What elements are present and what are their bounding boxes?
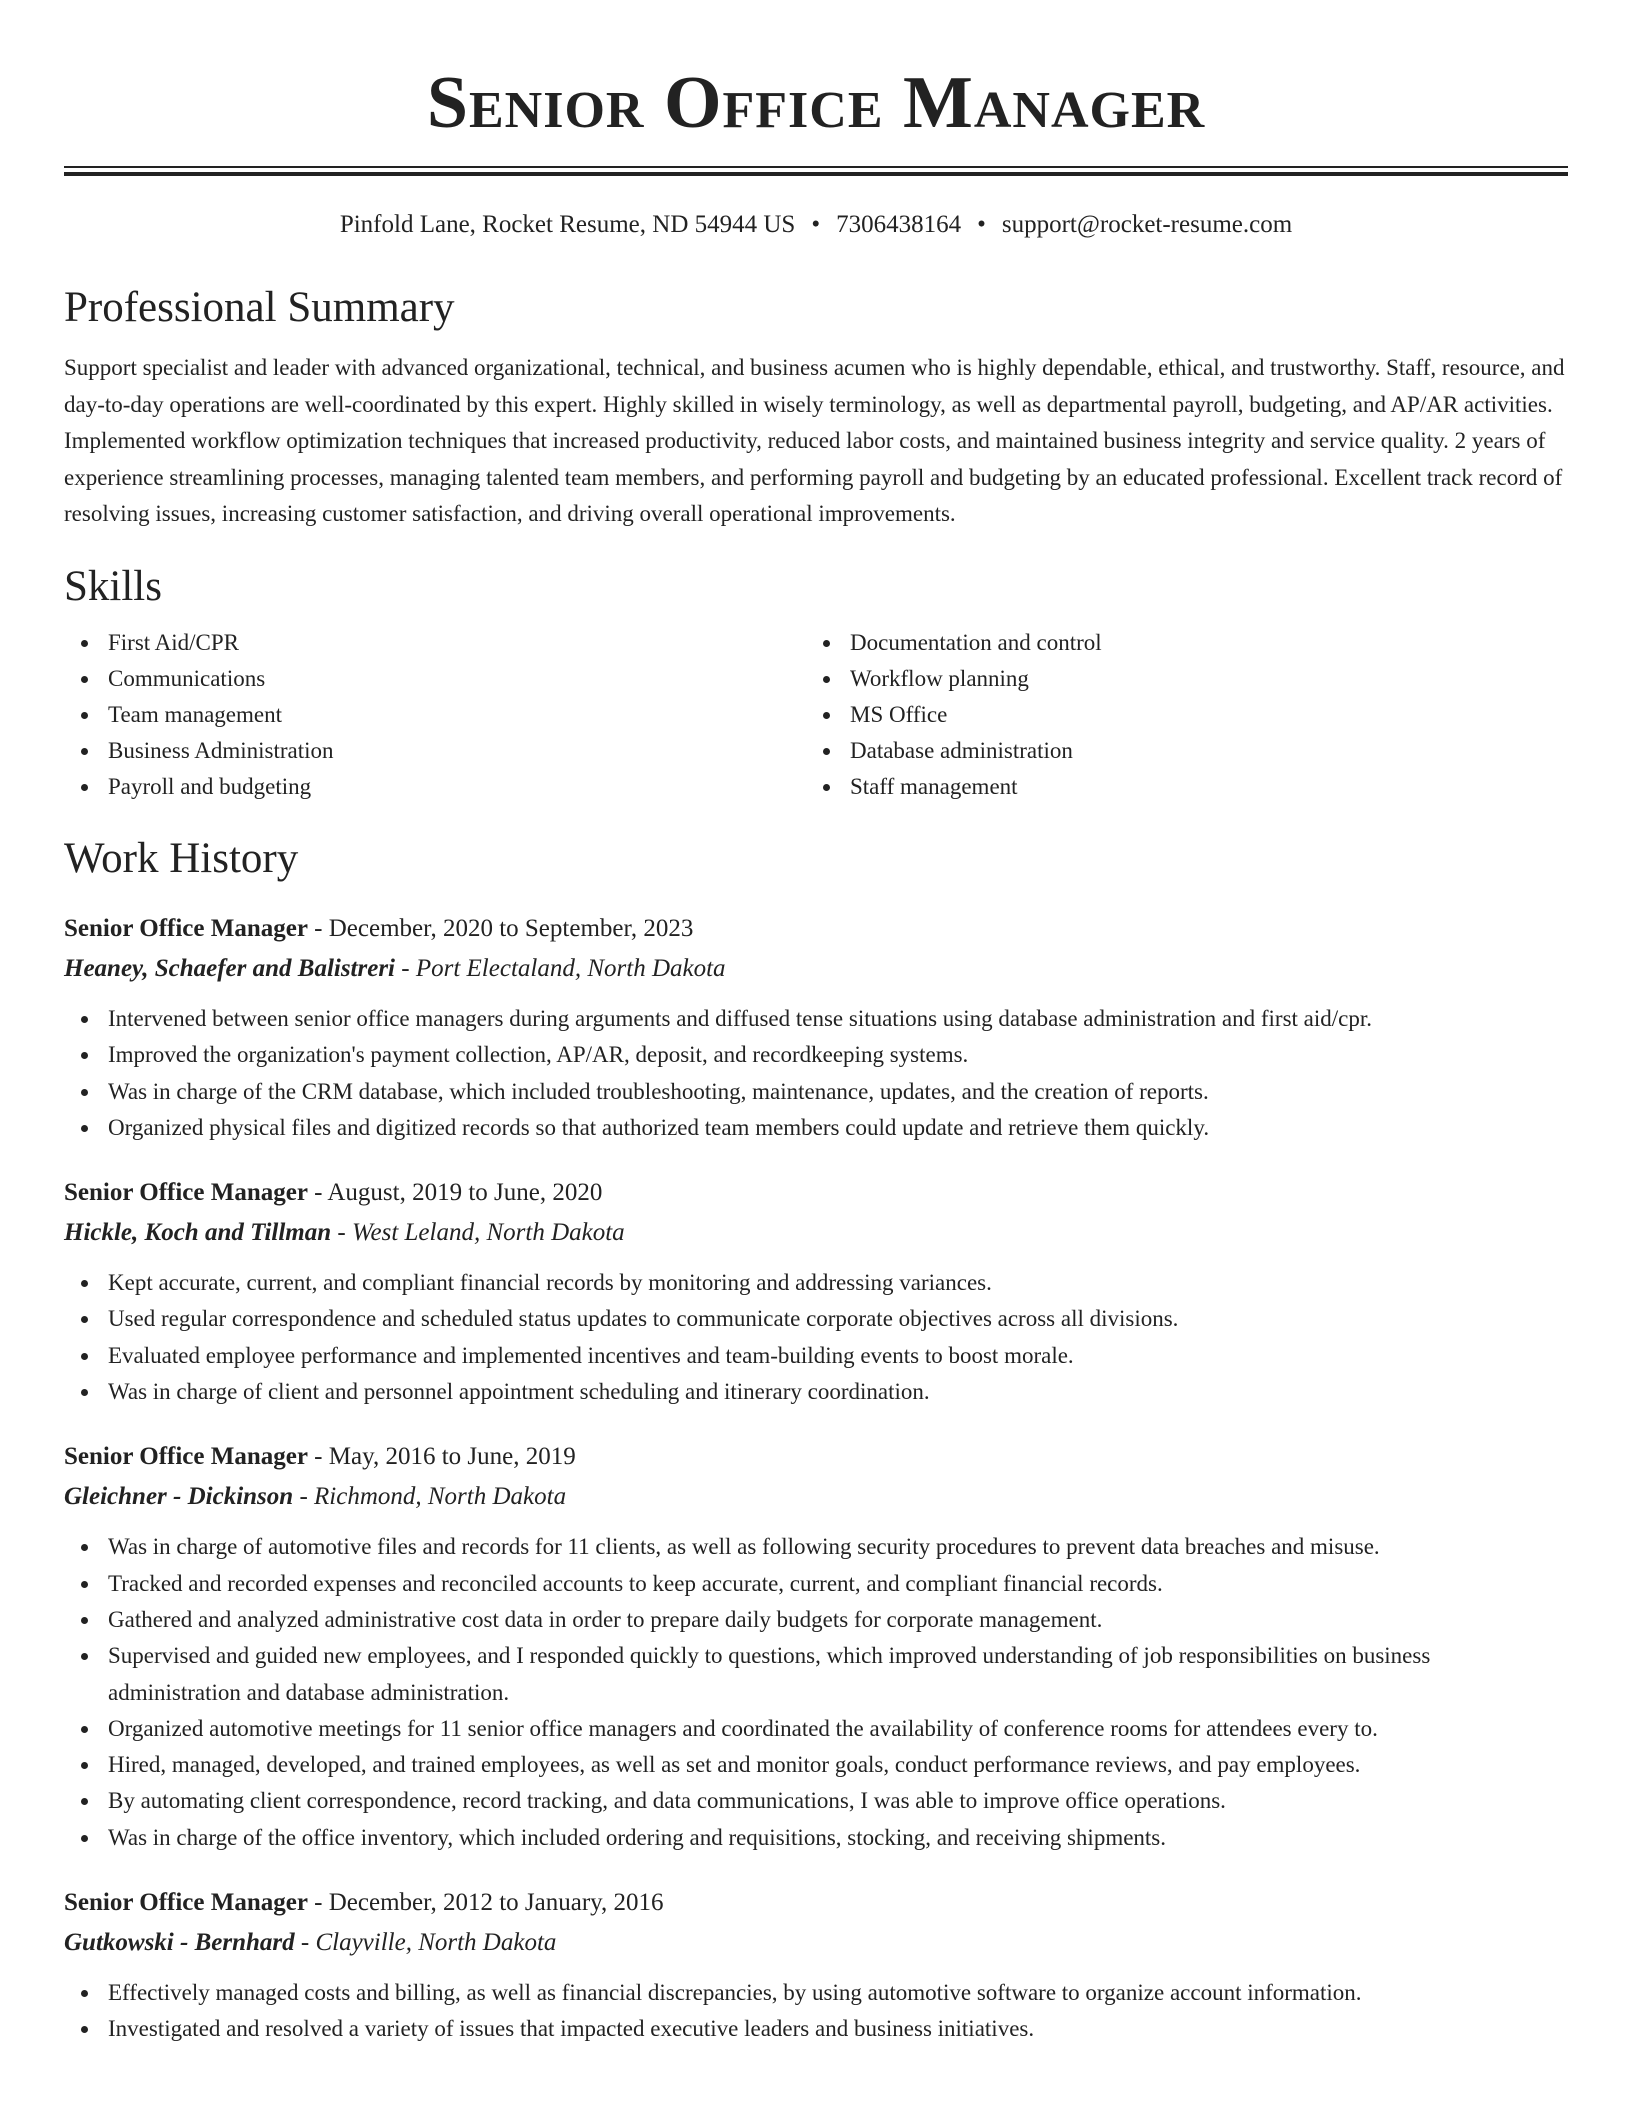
- contact-line: [64, 210, 1568, 240]
- job-company-line: [64, 1213, 1568, 1253]
- job-bullet: Supervised and guided new employees, and I responded quickly to questions, which improved understanding of job responsibilities on business administration and database administration.: [64, 1638, 1568, 1711]
- skills-heading: Skills: [64, 562, 162, 610]
- job-bullets: [64, 1529, 1568, 1856]
- job-company: Heaney, Schaefer and Balistreri: [64, 954, 396, 982]
- job-role: Senior Office Manager: [64, 1443, 308, 1471]
- job-bullet: Was in charge of automotive files and records for 11 clients, as well as following security procedures to prevent data breaches and misuse.: [64, 1529, 1568, 1565]
- summary-heading: Professional Summary: [64, 284, 455, 331]
- job-bullet: Improved the organization's payment collection, AP/AR, deposit, and recordkeeping systems.: [64, 1037, 1568, 1073]
- skill-item: Database administration: [806, 733, 1548, 769]
- job-entry: [64, 1173, 1568, 1410]
- job-dates: December, 2020 to September, 2023: [328, 914, 694, 942]
- contact-email: support@rocket-resume.com: [1001, 211, 1293, 238]
- job-bullet: Gathered and analyzed administrative cost data in order to prepare daily budgets for corporate management.: [64, 1602, 1568, 1638]
- job-bullet: Organized automotive meetings for 11 senior office managers and coordinated the availability of conference rooms for attendees every to.: [64, 1711, 1568, 1747]
- job-dash: -: [299, 1483, 308, 1511]
- job-location: Richmond, North Dakota: [314, 1483, 567, 1511]
- job-role: Senior Office Manager: [64, 1179, 308, 1207]
- skills-column-right: [806, 625, 1548, 805]
- job-bullet: Organized physical files and digitized records so that authorized team members could update and retrieve them quickly.: [64, 1110, 1568, 1146]
- job-entry: [64, 909, 1568, 1146]
- job-title-line: [64, 1883, 1568, 1923]
- job-bullet: Investigated and resolved a variety of issues that impacted executive leaders and business initiatives.: [64, 2011, 1568, 2047]
- job-entry: [64, 1883, 1568, 2048]
- job-title-line: [64, 1437, 1568, 1477]
- job-dash: -: [314, 1179, 323, 1207]
- skill-item: Business Administration: [64, 733, 806, 769]
- job-bullet: Kept accurate, current, and compliant financial records by monitoring and addressing variances.: [64, 1265, 1568, 1301]
- skills-column-left: [64, 625, 806, 805]
- job-location: Clayville, North Dakota: [315, 1929, 557, 1957]
- job-bullet: Used regular correspondence and scheduled status updates to communicate corporate objectives across all divisions.: [64, 1301, 1568, 1337]
- job-bullet: By automating client correspondence, record tracking, and data communications, I was able to improve office operations.: [64, 1783, 1568, 1819]
- job-dash: -: [401, 954, 410, 982]
- job-dash: -: [314, 1443, 323, 1471]
- job-bullet: Tracked and recorded expenses and reconciled accounts to keep accurate, current, and compliant financial records.: [64, 1566, 1568, 1602]
- job-dates: August, 2019 to June, 2020: [327, 1179, 603, 1207]
- job-title-line: [64, 1173, 1568, 1213]
- skills-list: [64, 625, 1568, 805]
- job-bullet: Intervened between senior office managers during arguments and diffused tense situations using database administration and first aid/cpr.: [64, 1001, 1568, 1037]
- job-dates: December, 2012 to January, 2016: [328, 1889, 664, 1917]
- job-company: Gutkowski - Bernhard: [64, 1929, 295, 1957]
- job-bullets: [64, 1975, 1568, 2048]
- job-location: Port Electaland, North Dakota: [415, 954, 726, 982]
- job-bullet: Was in charge of the CRM database, which included troubleshooting, maintenance, updates, and the creation of reports.: [64, 1074, 1568, 1110]
- job-title-line: [64, 909, 1568, 949]
- job-dash: -: [337, 1219, 346, 1247]
- job-role: Senior Office Manager: [64, 914, 308, 942]
- job-bullets: [64, 1001, 1568, 1146]
- job-bullet: Was in charge of client and personnel appointment scheduling and itinerary coordination.: [64, 1374, 1568, 1410]
- skill-item: MS Office: [806, 697, 1548, 733]
- job-company-line: [64, 949, 1568, 989]
- job-company-line: [64, 1923, 1568, 1963]
- job-company: Hickle, Koch and Tillman: [64, 1219, 332, 1247]
- skill-item: Team management: [64, 697, 806, 733]
- work-history-heading: Work History: [64, 834, 299, 882]
- skill-item: Documentation and control: [806, 625, 1548, 661]
- contact-address: Pinfold Lane, Rocket Resume, ND 54944 US: [339, 211, 796, 238]
- job-bullet: Hired, managed, developed, and trained employees, as well as set and monitor goals, conduct performance reviews, and pay employees.: [64, 1747, 1568, 1783]
- job-dates: May, 2016 to June, 2019: [328, 1443, 576, 1471]
- job-entry: [64, 1437, 1568, 1856]
- skill-item: Payroll and budgeting: [64, 769, 806, 805]
- job-role: Senior Office Manager: [64, 1889, 308, 1917]
- contact-separator: •: [977, 211, 986, 238]
- job-bullet: Was in charge of the office inventory, which included ordering and requisitions, stocking, and receiving shipments.: [64, 1820, 1568, 1856]
- contact-separator: •: [811, 211, 821, 238]
- job-company: Gleichner - Dickinson: [64, 1483, 294, 1511]
- job-dash: -: [314, 1889, 323, 1917]
- job-bullet: Effectively managed costs and billing, as well as financial discrepancies, by using automotive software to organize account information.: [64, 1975, 1568, 2011]
- skill-item: Staff management: [806, 769, 1548, 805]
- skill-item: Communications: [64, 661, 806, 697]
- job-bullet: Evaluated employee performance and implemented incentives and team-building events to boost morale.: [64, 1338, 1568, 1374]
- skill-item: First Aid/CPR: [64, 625, 806, 661]
- title-divider: [64, 166, 1568, 176]
- job-dash: -: [314, 914, 323, 942]
- job-company-line: [64, 1477, 1568, 1517]
- job-location: West Leland, North Dakota: [351, 1219, 625, 1247]
- resume-title: Senior Office Manager: [426, 62, 1206, 144]
- contact-phone: 7306438164: [836, 211, 962, 238]
- job-bullets: [64, 1265, 1568, 1410]
- summary-text: Support specialist and leader with advanced organizational, technical, and business acumen who is highly dependable, ethical, and trustworthy. Staff, resource, and day-to-day operations are well-coordinated by this expert. Highly skilled in wisely terminology, as well as departmental payroll, budgeting, and AP/AR activities. Implemented workflow optimization techniques that increased productivity, reduced labor costs, and maintained business integrity and service quality. 2 years of experience streamlining processes, managing talented team members, and performing payroll and budgeting by an educated professional. Excellent track record of resolving issues, increasing customer satisfaction, and driving overall operational improvements.: [64, 355, 1565, 527]
- job-dash: -: [300, 1929, 310, 1957]
- skill-item: Workflow planning: [806, 661, 1548, 697]
